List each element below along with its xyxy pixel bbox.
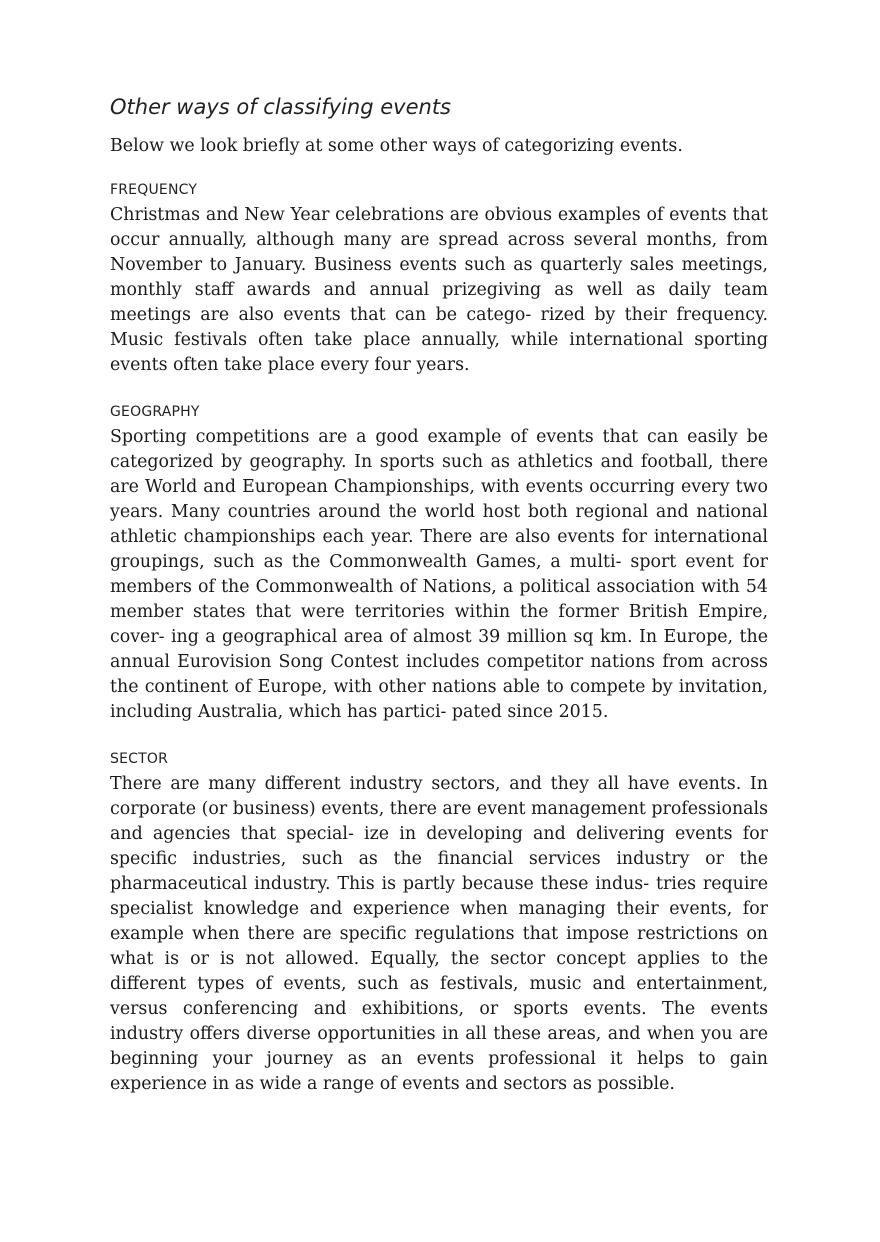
section-frequency: [110, 180, 768, 378]
section-sector: [110, 749, 768, 1097]
geography-heading: GEOGRAPHY: [110, 404, 200, 420]
frequency-paragraph: Christmas and New Year celebrations are obvious examples of events that occur annually, although many are spread across several months, from November to January. Business events such as quarterly sales meetings, monthly staff awards and annual prizegiving as well as daily team meetings are also events that can be catego- rized by their frequency. Music festivals often take place annually, while international sporting events often take place every four years.: [110, 205, 768, 375]
section-geography: [110, 402, 768, 725]
intro-paragraph: Below we look briefly at some other ways of categorizing events.: [110, 136, 683, 156]
sector-heading: SECTOR: [110, 751, 169, 767]
geography-paragraph: Sporting competitions are a good example of events that can easily be categorized by geography. In sports such as athletics and football, there are World and European Championships, with events occurring every two years. Many countries around the world host both regional and national athletic championships each year. There are also events for international groupings, such as the Commonwealth Games, a multi- sport event for members of the Commonwealth of Nations, a political association with 54 member states that were territories within the former British Empire, cover- ing a geographical area of almost 39 million sq km. In Europe, the annual Eurovision Song Contest includes competitor nations from across the continent of Europe, with other nations able to compete by invitation, including Australia, which has partici- pated since 2015.: [110, 427, 768, 722]
sector-paragraph: There are many different industry sectors, and they all have events. In corporate (or business) events, there are event management professionals and agencies that special- ize in developing and delivering events for specific industries, such as the financial services industry or the pharmaceutical industry. This is partly because these indus- tries require specialist knowledge and experience when managing their events, for example when there are specific regulations that impose restrictions on what is or is not allowed. Equally, the sector concept applies to the different types of events, such as festivals, music and entertainment, versus conferencing and exhibitions, or sports events. The events industry offers diverse opportunities in all these areas, and when you are beginning your journey as an events professional it helps to gain experience in as wide a range of events and sectors as possible.: [110, 774, 768, 1094]
frequency-heading: FREQUENCY: [110, 182, 198, 198]
section-title: Other ways of classifying events: [110, 95, 451, 119]
document-page: [110, 92, 768, 1097]
